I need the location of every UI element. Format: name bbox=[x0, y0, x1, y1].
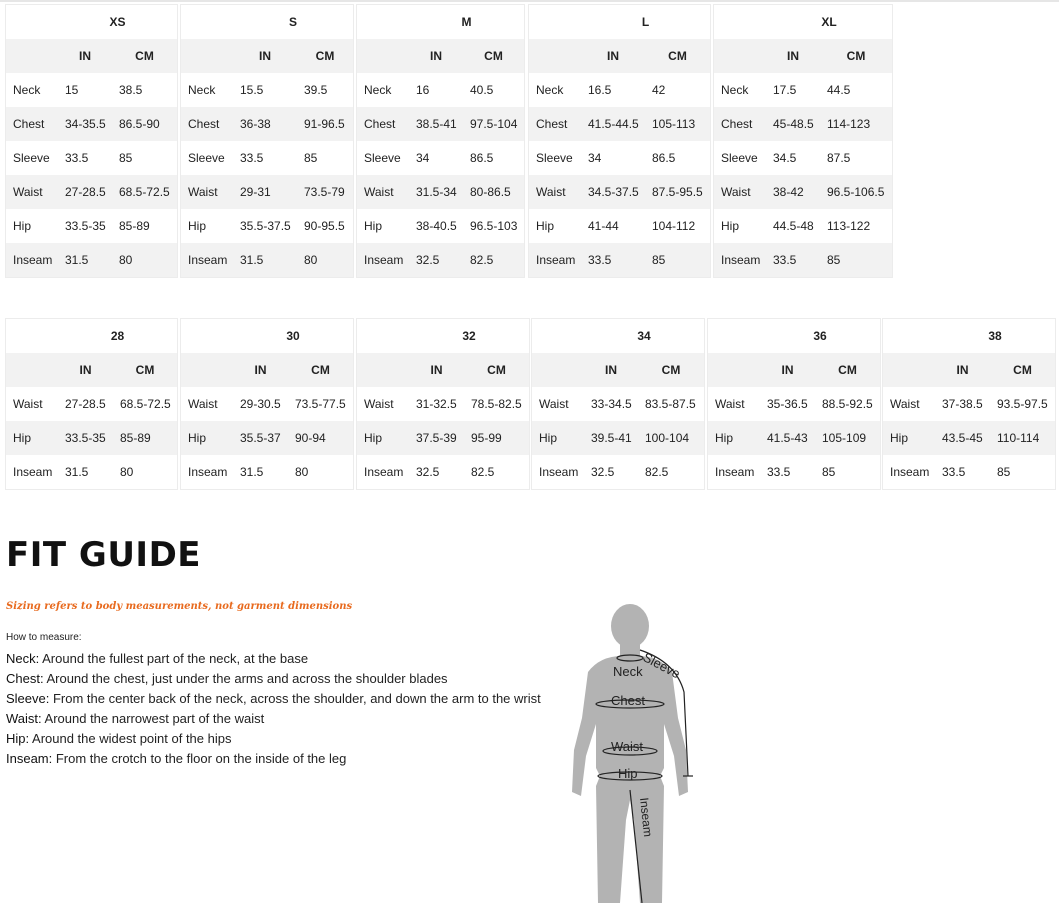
value-cm: 100-104 bbox=[645, 431, 690, 445]
definition-neck bbox=[6, 649, 546, 669]
measurement-row bbox=[6, 73, 177, 107]
blank-cell bbox=[883, 319, 935, 353]
size-header: XL bbox=[821, 15, 837, 29]
measurement-row bbox=[532, 455, 704, 489]
value-cm: 88.5-92.5 bbox=[822, 397, 873, 411]
definition-term: Sleeve: bbox=[6, 691, 50, 706]
value-in: 31.5 bbox=[65, 253, 89, 267]
measurement-row bbox=[883, 421, 1055, 455]
value-cm: 85-89 bbox=[119, 219, 150, 233]
unit-in-header: IN bbox=[254, 363, 267, 377]
measurement-label: Waist bbox=[188, 185, 218, 199]
size-table-l bbox=[529, 5, 710, 277]
size-header: 36 bbox=[813, 329, 827, 343]
value-cm: 96.5-103 bbox=[470, 219, 518, 233]
value-cm: 78.5-82.5 bbox=[471, 397, 522, 411]
unit-in-header: IN bbox=[607, 49, 619, 63]
value-cm: 82.5 bbox=[645, 465, 669, 479]
size-table-30 bbox=[181, 319, 353, 489]
value-cm: 80 bbox=[304, 253, 318, 267]
measurement-row bbox=[529, 175, 710, 209]
value-cm: 85 bbox=[827, 253, 841, 267]
unit-cm-header: CM bbox=[311, 363, 330, 377]
measurement-label: Chest bbox=[536, 117, 568, 131]
value-in: 16 bbox=[416, 83, 430, 97]
value-cm: 86.5-90 bbox=[119, 117, 160, 131]
measurement-row bbox=[181, 141, 353, 175]
unit-in-header: IN bbox=[956, 363, 969, 377]
value-cm: 95-99 bbox=[471, 431, 502, 445]
value-cm: 90-95.5 bbox=[304, 219, 345, 233]
value-cm: 113-122 bbox=[827, 219, 871, 233]
measurement-label: Chest bbox=[721, 117, 753, 131]
measurement-row bbox=[357, 209, 524, 243]
measurement-row bbox=[529, 243, 710, 277]
measurement-row bbox=[357, 387, 529, 421]
blank-cell bbox=[714, 39, 766, 73]
measurement-row bbox=[529, 209, 710, 243]
value-cm: 44.5 bbox=[827, 83, 851, 97]
unit-in-header: IN bbox=[259, 49, 271, 63]
value-cm: 82.5 bbox=[471, 465, 495, 479]
value-in: 32.5 bbox=[591, 465, 615, 479]
value-in: 31-32.5 bbox=[416, 397, 457, 411]
value-in: 35-36.5 bbox=[767, 397, 808, 411]
value-in: 37.5-39 bbox=[416, 431, 457, 445]
blank-cell bbox=[181, 353, 233, 387]
value-cm: 105-109 bbox=[822, 431, 867, 445]
unit-cm-header: CM bbox=[668, 49, 687, 63]
value-cm: 91-96.5 bbox=[304, 117, 345, 131]
measurement-label: Sleeve bbox=[721, 151, 758, 165]
measurement-row bbox=[357, 141, 524, 175]
measurement-label: Inseam bbox=[539, 465, 579, 479]
unit-cm-header: CM bbox=[661, 363, 681, 377]
value-cm: 68.5-72.5 bbox=[120, 397, 171, 411]
measurement-label: Waist bbox=[188, 397, 218, 411]
measurement-row bbox=[181, 107, 353, 141]
measurement-row bbox=[357, 455, 529, 489]
size-table-38 bbox=[883, 319, 1055, 489]
measurement-label: Hip bbox=[536, 219, 555, 233]
size-table-34 bbox=[532, 319, 704, 489]
blank-cell bbox=[6, 5, 58, 39]
measurement-row bbox=[357, 421, 529, 455]
size-table-s bbox=[181, 5, 353, 277]
blank-cell bbox=[357, 353, 409, 387]
size-table-32 bbox=[357, 319, 529, 489]
measurement-label: Waist bbox=[715, 397, 745, 411]
measurement-label: Sleeve bbox=[536, 151, 573, 165]
value-cm: 86.5 bbox=[652, 151, 676, 165]
blank-cell bbox=[357, 319, 409, 353]
value-in: 15.5 bbox=[240, 83, 264, 97]
value-in: 37-38.5 bbox=[942, 397, 983, 411]
measurement-row bbox=[708, 421, 880, 455]
measurement-label: Neck bbox=[188, 83, 216, 97]
measurement-row bbox=[357, 175, 524, 209]
measurement-label: Inseam bbox=[364, 465, 404, 479]
measurement-label: Hip bbox=[13, 219, 32, 233]
value-in: 34.5-37.5 bbox=[588, 185, 639, 199]
value-in: 27-28.5 bbox=[65, 185, 106, 199]
definition-text: Around the narrowest part of the waist bbox=[41, 711, 265, 726]
value-cm: 85 bbox=[652, 253, 666, 267]
value-cm: 96.5-106.5 bbox=[827, 185, 885, 199]
blank-cell bbox=[529, 5, 581, 39]
value-cm: 87.5-95.5 bbox=[652, 185, 703, 199]
value-cm: 80 bbox=[119, 253, 133, 267]
measurement-row bbox=[181, 243, 353, 277]
definition-text: Around the widest point of the hips bbox=[29, 731, 232, 746]
how-to-measure-label: How to measure: bbox=[6, 632, 82, 643]
definition-term: Waist: bbox=[6, 711, 42, 726]
value-in: 34 bbox=[588, 151, 602, 165]
fit-guide-subtitle: Sizing refers to body measurements, not garment dimensions bbox=[6, 601, 353, 612]
measurement-label: Chest bbox=[13, 117, 45, 131]
value-cm: 97.5-104 bbox=[470, 117, 518, 131]
measurement-label: Sleeve bbox=[364, 151, 401, 165]
value-cm: 68.5-72.5 bbox=[119, 185, 170, 199]
size-table-m bbox=[357, 5, 524, 277]
measurement-label: Hip bbox=[890, 431, 909, 445]
value-cm: 39.5 bbox=[304, 83, 328, 97]
definition-hip bbox=[6, 729, 546, 749]
unit-in-header: IN bbox=[787, 49, 799, 63]
value-in: 33.5 bbox=[942, 465, 966, 479]
measurement-label: Neck bbox=[364, 83, 392, 97]
measurement-label: Hip bbox=[188, 431, 207, 445]
measurement-label: Hip bbox=[13, 431, 32, 445]
measurement-row bbox=[181, 209, 353, 243]
blank-cell bbox=[708, 353, 760, 387]
value-in: 31.5 bbox=[240, 465, 264, 479]
definition-chest bbox=[6, 669, 546, 689]
value-cm: 38.5 bbox=[119, 83, 143, 97]
measurement-label: Waist bbox=[13, 185, 43, 199]
measurement-row bbox=[714, 107, 892, 141]
measurement-label: Neck bbox=[13, 83, 41, 97]
unit-cm-header: CM bbox=[487, 363, 506, 377]
value-in: 34 bbox=[416, 151, 430, 165]
blank-cell bbox=[357, 39, 409, 73]
value-in: 17.5 bbox=[773, 83, 797, 97]
value-cm: 42 bbox=[652, 83, 666, 97]
fit-guide-title: FIT GUIDE bbox=[6, 535, 202, 575]
measurement-row bbox=[6, 455, 177, 489]
value-cm: 83.5-87.5 bbox=[645, 397, 696, 411]
measurement-label: Inseam bbox=[721, 253, 761, 267]
unit-in-header: IN bbox=[605, 363, 617, 377]
measurement-row bbox=[6, 421, 177, 455]
inseam-figure-label: Inseam bbox=[637, 796, 656, 838]
value-in: 32.5 bbox=[416, 465, 440, 479]
measurement-label: Waist bbox=[536, 185, 566, 199]
value-in: 33.5 bbox=[767, 465, 791, 479]
measurement-row bbox=[532, 387, 704, 421]
measurement-row bbox=[6, 209, 177, 243]
value-in: 44.5-48 bbox=[773, 219, 814, 233]
measurement-row bbox=[6, 387, 177, 421]
body-measurement-figure bbox=[560, 600, 710, 903]
measurement-label: Inseam bbox=[13, 253, 53, 267]
measurement-label: Waist bbox=[364, 397, 394, 411]
measurement-label: Inseam bbox=[890, 465, 930, 479]
size-header: 28 bbox=[110, 329, 125, 343]
measurement-row bbox=[532, 421, 704, 455]
size-header: M bbox=[461, 15, 472, 29]
value-in: 33-34.5 bbox=[591, 397, 632, 411]
value-in: 41-44 bbox=[588, 219, 619, 233]
measurement-label: Sleeve bbox=[188, 151, 225, 165]
measurement-label: Chest bbox=[364, 117, 396, 131]
unit-in-header: IN bbox=[781, 363, 794, 377]
value-cm: 85 bbox=[304, 151, 318, 165]
size-header: 34 bbox=[637, 329, 651, 343]
blank-cell bbox=[532, 319, 584, 353]
size-table-36 bbox=[708, 319, 880, 489]
definition-text: Around the chest, just under the arms and across the shoulder blades bbox=[43, 671, 448, 686]
value-cm: 80 bbox=[120, 465, 134, 479]
blank-cell bbox=[6, 353, 58, 387]
measurement-row bbox=[181, 73, 353, 107]
measurement-row bbox=[883, 455, 1055, 489]
sleeve-figure-label: Sleeve bbox=[640, 649, 683, 682]
measurement-row bbox=[181, 175, 353, 209]
measurement-row bbox=[6, 141, 177, 175]
measurement-row bbox=[529, 107, 710, 141]
size-table-28 bbox=[6, 319, 177, 489]
value-in: 35.5-37 bbox=[240, 431, 281, 445]
value-in: 16.5 bbox=[588, 83, 612, 97]
value-cm: 105-113 bbox=[652, 117, 696, 131]
value-in: 31.5 bbox=[65, 465, 89, 479]
measurement-row bbox=[6, 175, 177, 209]
value-cm: 90-94 bbox=[295, 431, 326, 445]
value-in: 33.5 bbox=[240, 151, 264, 165]
measurement-label: Inseam bbox=[536, 253, 576, 267]
value-cm: 85 bbox=[822, 465, 836, 479]
measurement-row bbox=[529, 73, 710, 107]
measurement-row bbox=[529, 141, 710, 175]
body-silhouette-icon bbox=[560, 600, 710, 903]
definition-text: From the crotch to the floor on the inside of the leg bbox=[52, 751, 347, 766]
definition-term: Neck: bbox=[6, 651, 40, 666]
value-in: 38-40.5 bbox=[416, 219, 457, 233]
blank-cell bbox=[714, 5, 766, 39]
measurement-row bbox=[883, 387, 1055, 421]
blank-cell bbox=[532, 353, 584, 387]
value-in: 33.5-35 bbox=[65, 219, 106, 233]
value-cm: 85 bbox=[997, 465, 1011, 479]
value-cm: 86.5 bbox=[470, 151, 494, 165]
measurement-label: Waist bbox=[890, 397, 920, 411]
unit-cm-header: CM bbox=[484, 49, 503, 63]
measurement-label: Inseam bbox=[188, 253, 228, 267]
measurement-label: Hip bbox=[721, 219, 740, 233]
value-in: 43.5-45 bbox=[942, 431, 983, 445]
measurement-label: Hip bbox=[539, 431, 558, 445]
value-in: 33.5-35 bbox=[65, 431, 106, 445]
measurement-label: Waist bbox=[539, 397, 569, 411]
measurement-label: Neck bbox=[536, 83, 564, 97]
measurement-label: Waist bbox=[364, 185, 394, 199]
value-in: 31.5 bbox=[240, 253, 264, 267]
value-cm: 87.5 bbox=[827, 151, 851, 165]
value-cm: 93.5-97.5 bbox=[997, 397, 1048, 411]
definition-text: Around the fullest part of the neck, at the base bbox=[39, 651, 309, 666]
measurement-label: Inseam bbox=[188, 465, 228, 479]
value-in: 29-31 bbox=[240, 185, 271, 199]
blank-cell bbox=[357, 5, 409, 39]
waist-figure-label: Waist bbox=[611, 739, 644, 754]
value-cm: 104-112 bbox=[652, 219, 696, 233]
unit-in-header: IN bbox=[79, 363, 92, 377]
measurement-row bbox=[714, 209, 892, 243]
unit-cm-header: CM bbox=[846, 49, 866, 63]
measurement-row bbox=[357, 107, 524, 141]
value-cm: 80-86.5 bbox=[470, 185, 511, 199]
measurement-label: Hip bbox=[715, 431, 734, 445]
size-header: 30 bbox=[286, 329, 300, 343]
measurement-row bbox=[181, 455, 353, 489]
value-in: 45-48.5 bbox=[773, 117, 814, 131]
hip-figure-label: Hip bbox=[618, 766, 638, 781]
definition-sleeve bbox=[6, 689, 546, 709]
blank-cell bbox=[181, 39, 233, 73]
measurement-definitions bbox=[6, 649, 546, 769]
definition-term: Chest: bbox=[6, 671, 44, 686]
measurement-label: Sleeve bbox=[13, 151, 50, 165]
value-cm: 80 bbox=[295, 465, 309, 479]
blank-cell bbox=[6, 39, 58, 73]
value-in: 34.5 bbox=[773, 151, 797, 165]
size-header: S bbox=[288, 15, 297, 29]
value-cm: 85-89 bbox=[120, 431, 151, 445]
value-cm: 73.5-79 bbox=[304, 185, 345, 199]
measurement-label: Inseam bbox=[715, 465, 755, 479]
value-in: 36-38 bbox=[240, 117, 271, 131]
measurement-label: Waist bbox=[13, 397, 43, 411]
measurement-label: Neck bbox=[721, 83, 749, 97]
value-cm: 82.5 bbox=[470, 253, 494, 267]
measurement-row bbox=[714, 73, 892, 107]
unit-cm-header: CM bbox=[838, 363, 857, 377]
blank-cell bbox=[181, 5, 233, 39]
size-header: 32 bbox=[462, 329, 476, 343]
definition-term: Inseam: bbox=[6, 751, 53, 766]
value-cm: 114-123 bbox=[827, 117, 871, 131]
measurement-row bbox=[714, 175, 892, 209]
size-header: 38 bbox=[988, 329, 1002, 343]
value-in: 33.5 bbox=[588, 253, 612, 267]
measurement-row bbox=[708, 455, 880, 489]
value-in: 27-28.5 bbox=[65, 397, 106, 411]
definition-inseam bbox=[6, 749, 546, 769]
size-header: XS bbox=[109, 15, 126, 29]
value-in: 33.5 bbox=[65, 151, 89, 165]
unit-cm-header: CM bbox=[135, 49, 154, 63]
measurement-label: Hip bbox=[364, 431, 383, 445]
measurement-label: Inseam bbox=[13, 465, 53, 479]
unit-in-header: IN bbox=[79, 49, 91, 63]
value-cm: 40.5 bbox=[470, 83, 494, 97]
size-table-xs bbox=[6, 5, 177, 277]
measurement-label: Chest bbox=[188, 117, 220, 131]
unit-cm-header: CM bbox=[315, 49, 335, 63]
measurement-label: Inseam bbox=[364, 253, 404, 267]
size-header: L bbox=[641, 15, 650, 29]
unit-in-header: IN bbox=[430, 49, 442, 63]
unit-cm-header: CM bbox=[135, 363, 155, 377]
chest-figure-label: Chest bbox=[611, 693, 645, 708]
measurement-label: Hip bbox=[188, 219, 207, 233]
measurement-row bbox=[181, 387, 353, 421]
definition-waist bbox=[6, 709, 546, 729]
size-table-xl bbox=[714, 5, 892, 277]
measurement-row bbox=[357, 73, 524, 107]
value-in: 15 bbox=[65, 83, 79, 97]
measurement-row bbox=[714, 243, 892, 277]
blank-cell bbox=[883, 353, 935, 387]
blank-cell bbox=[708, 319, 760, 353]
value-cm: 85 bbox=[119, 151, 133, 165]
value-in: 39.5-41 bbox=[591, 431, 632, 445]
value-in: 38-42 bbox=[773, 185, 804, 199]
value-in: 34-35.5 bbox=[65, 117, 106, 131]
value-in: 32.5 bbox=[416, 253, 440, 267]
value-in: 29-30.5 bbox=[240, 397, 281, 411]
definition-text: From the center back of the neck, across the shoulder, and down the arm to the wrist bbox=[49, 691, 541, 706]
value-cm: 110-114 bbox=[997, 431, 1040, 445]
measurement-row bbox=[708, 387, 880, 421]
measurement-row bbox=[714, 141, 892, 175]
measurement-row bbox=[181, 421, 353, 455]
measurement-row bbox=[357, 243, 524, 277]
blank-cell bbox=[529, 39, 581, 73]
value-in: 41.5-44.5 bbox=[588, 117, 639, 131]
measurement-label: Hip bbox=[364, 219, 383, 233]
measurement-row bbox=[6, 107, 177, 141]
value-in: 41.5-43 bbox=[767, 431, 808, 445]
measurement-label: Waist bbox=[721, 185, 751, 199]
value-cm: 73.5-77.5 bbox=[295, 397, 346, 411]
value-in: 33.5 bbox=[773, 253, 797, 267]
unit-in-header: IN bbox=[430, 363, 443, 377]
neck-figure-label: Neck bbox=[613, 664, 643, 679]
value-in: 38.5-41 bbox=[416, 117, 457, 131]
value-in: 35.5-37.5 bbox=[240, 219, 291, 233]
blank-cell bbox=[181, 319, 233, 353]
top-divider bbox=[0, 0, 1059, 2]
measurement-row bbox=[6, 243, 177, 277]
unit-cm-header: CM bbox=[1013, 363, 1032, 377]
blank-cell bbox=[6, 319, 58, 353]
definition-term: Hip: bbox=[6, 731, 30, 746]
value-in: 31.5-34 bbox=[416, 185, 457, 199]
